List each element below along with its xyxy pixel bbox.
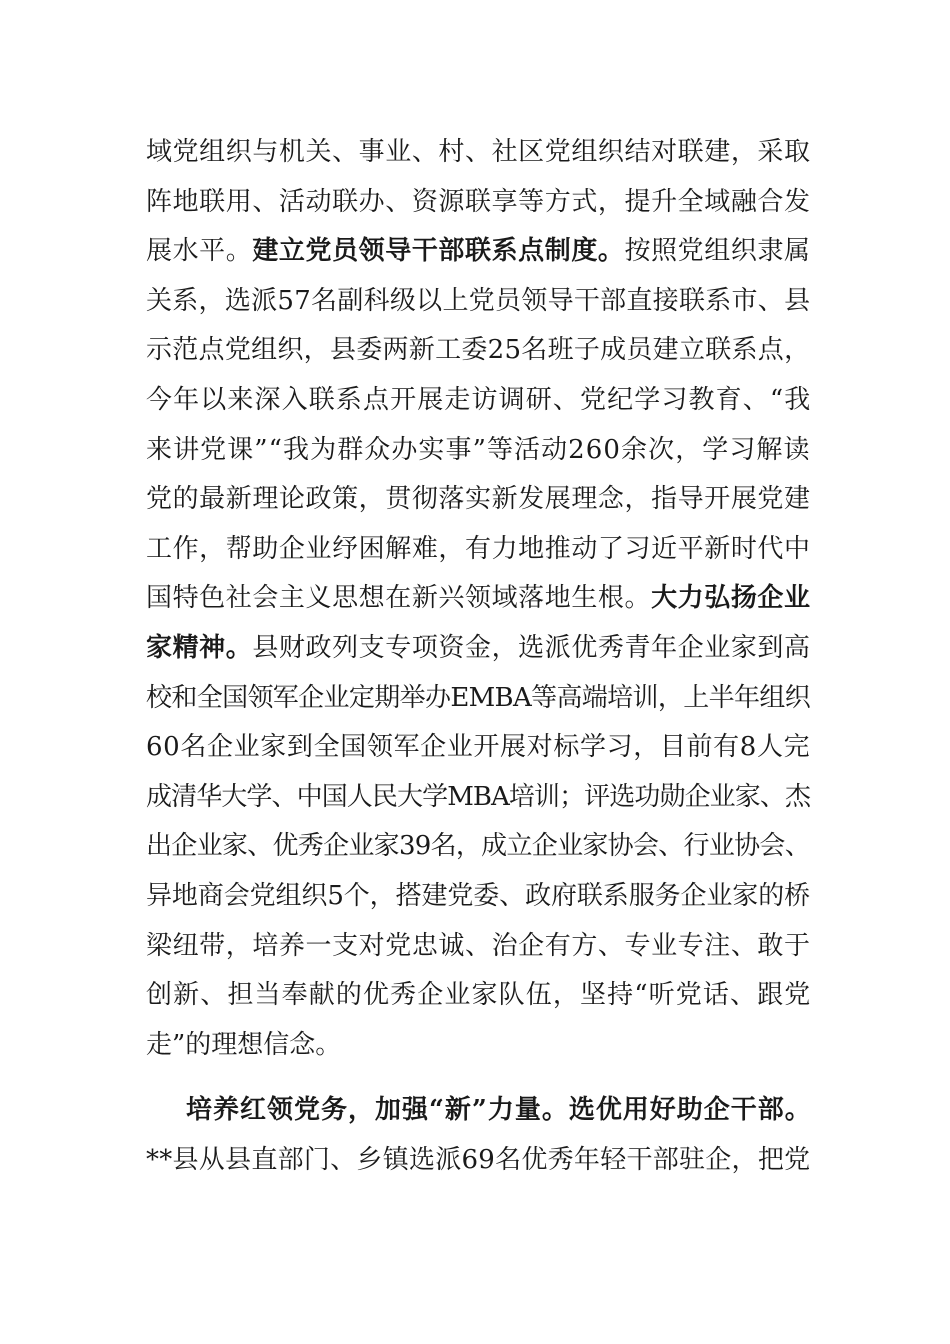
text-line: 60名企业家到全国领军企业开展对标学习，目前有8人完 [146, 732, 811, 763]
text-line: 创新、担当奉献的优秀企业家队伍，坚持“听党话、跟党 [146, 980, 812, 1011]
text-line: 走”的理想信念。 [146, 1029, 342, 1060]
text-run: 国特色社会主义思想在新兴领域落地生根。 [146, 583, 652, 614]
section-heading-line: 培养红领党务，加强“新”力量。选优用好助企干部。 [186, 1095, 810, 1125]
text-line: 今年以来深入联系点开展走访调研、党纪学习教育、“我 [146, 384, 812, 415]
bold-heading-run: 建立党员领导干部联系点制度。 [252, 236, 625, 267]
text-line-mixed [146, 227, 810, 277]
text-line: 成清华大学、中国人民大学MBA培训；评选功勋企业家、杰 [146, 781, 810, 812]
text-line: 党的最新理论政策，贯彻落实新发展理念，指导开展党建 [146, 484, 811, 515]
text-line: 关系，选派57名副科级以上党员领导干部直接联系市、县 [146, 285, 811, 316]
text-run: 按照党组织隶属 [624, 236, 811, 267]
text-line: 域党组织与机关、事业、村、社区党组织结对联建，采取 [146, 137, 811, 167]
text-line: 阵地联用、活动联办、资源联享等方式，提升全域融合发 [146, 186, 811, 217]
text-line-mixed [146, 574, 810, 624]
text-run: 展水平。 [146, 236, 253, 267]
text-line: 异地商会党组织5个，搭建党委、政府联系服务企业家的桥 [146, 880, 810, 911]
text-line: 工作，帮助企业纾困解难，有力地推动了习近平新时代中 [146, 533, 811, 564]
text-line: 出企业家、优秀企业家39名，成立企业家协会、行业协会、 [146, 831, 810, 862]
text-line: 梁纽带，培养一支对党忠诚、治企有方、专业专注、敢于 [146, 930, 811, 961]
text-line: 校和全国领军企业定期举办EMBA等高端培训，上半年组织 [146, 682, 810, 713]
text-line: 示范点党组织，县委两新工委25名班子成员建立联系点， [146, 335, 811, 366]
text-line-mixed [146, 624, 810, 674]
text-run: 县财政列支专项资金，选派优秀青年企业家到高 [252, 632, 811, 663]
bold-heading-run: 大力弘扬企业 [651, 583, 811, 614]
paragraph-2 [146, 1086, 810, 1185]
bold-heading-run: 家精神。 [146, 632, 253, 663]
text-line: **县从县直部门、乡镇选派69名优秀年轻干部驻企，把党 [146, 1144, 811, 1175]
paragraph-1 [146, 128, 810, 1070]
text-line: 来讲党课”“我为群众办实事”等活动260余次，学习解读 [146, 434, 811, 465]
